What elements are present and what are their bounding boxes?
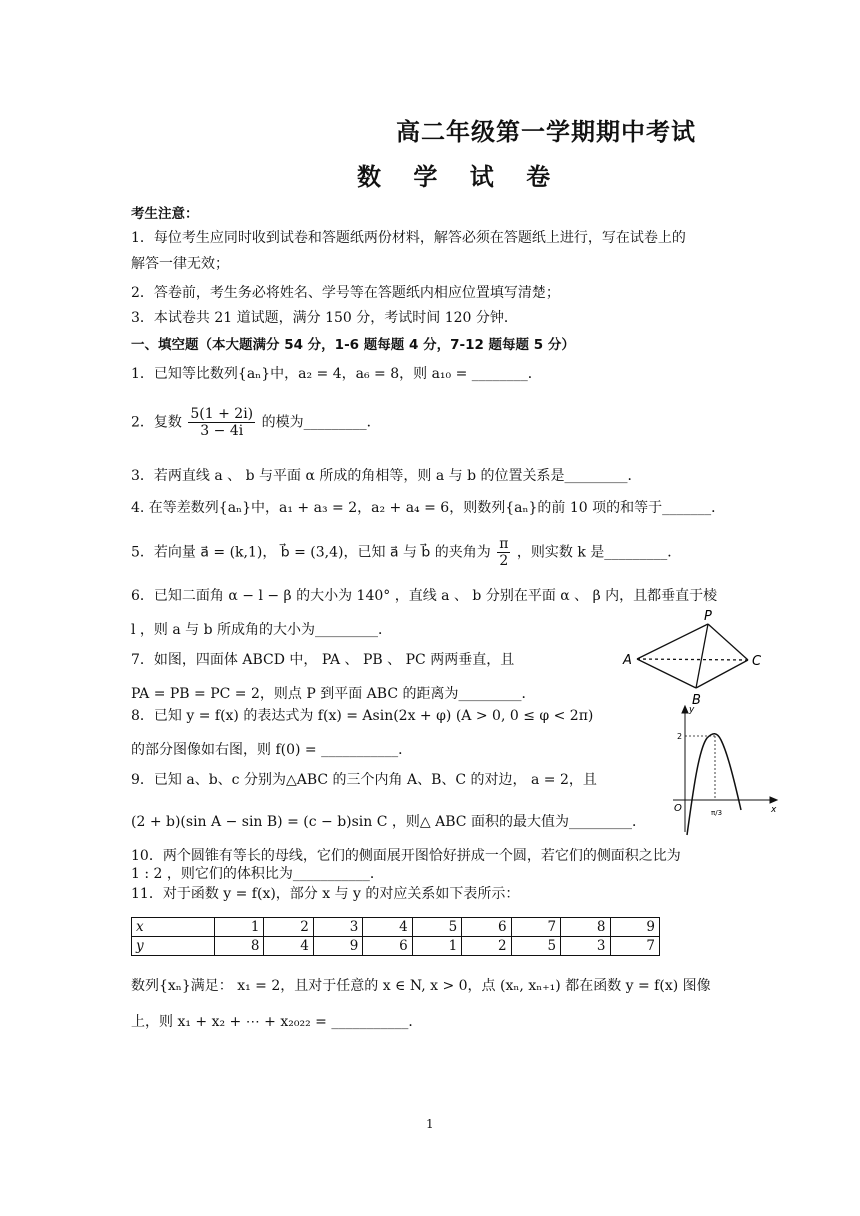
question-2 xyxy=(131,406,381,439)
table-cell: 6 xyxy=(462,918,511,937)
question-3: 3．若两直线 a 、 b 与平面 α 所成的角相等，则 a 与 b 的位置关系是_________． xyxy=(131,468,642,484)
y-axis-arrow xyxy=(682,706,688,713)
question-7: 7．如图，四面体 ABCD 中， PA 、 PB 、 PC 两两垂直，且 xyxy=(131,652,515,668)
table-cell: 7 xyxy=(511,918,560,937)
question-2-suffix: 的模为_________． xyxy=(261,414,381,431)
question-5-suffix: ，则实数 k 是_________． xyxy=(516,544,682,561)
table-cell: 4 xyxy=(363,918,412,937)
question-10: 10．两个圆锥有等长的母线，它们的侧面展开图恰好拼成一个圆，若它们的侧面积之比为 xyxy=(131,848,681,864)
table-row-y xyxy=(132,937,660,956)
notice-item-1: 1．每位考生应同时收到试卷和答题纸两份材料，解答必须在答题纸上进行，写在试卷上的 xyxy=(131,230,686,246)
label-x: x xyxy=(771,805,777,815)
question-8: 8．已知 y = f(x) 的表达式为 f(x) = Asin(2x + φ) (A > 0, 0 ≤ φ < 2π) xyxy=(131,708,594,724)
page-number: 1 xyxy=(426,1117,434,1131)
edge-AB xyxy=(637,659,696,688)
page-subtitle: 数 学 试 卷 xyxy=(357,163,563,191)
table-cell: 4 xyxy=(264,937,313,956)
table-cell: 9 xyxy=(313,937,362,956)
sine-curve xyxy=(687,734,741,835)
label-max-value: 2 xyxy=(677,732,683,741)
table-header-x: x xyxy=(132,918,215,937)
notice-item-2: 2．答卷前，考生务必将姓名、学号等在答题纸内相应位置填写清楚； xyxy=(131,285,560,301)
question-6: 6．已知二面角 α − l − β 的大小为 140° ，直线 a 、 b 分别在平面 α 、 β 内，且都垂直于棱 xyxy=(131,588,718,604)
question-7-cont: PA = PB = PC = 2，则点 P 到平面 ABC 的距离为_________． xyxy=(131,686,536,702)
x-axis-arrow xyxy=(770,797,777,803)
question-11-cont-2: 上，则 x₁ + x₂ + ⋯ + x₂₀₂₂ = ___________． xyxy=(131,1014,423,1030)
label-A: A xyxy=(623,653,632,668)
table-cell: 1 xyxy=(215,918,264,937)
table-cell: 5 xyxy=(412,918,461,937)
table-cell: 6 xyxy=(363,937,412,956)
table-cell: 9 xyxy=(610,918,660,937)
table-cell: 2 xyxy=(264,918,313,937)
question-4: 4. 在等差数列{aₙ}中，a₁ + a₃ = 2，a₂ + a₄ = 6，则数列{aₙ}的前 10 项的和等于_______． xyxy=(131,500,726,516)
edge-AC-hidden xyxy=(637,659,748,660)
question-5-prefix: 5．若向量 a⃗ = (k,1)， b⃗ = (3,4)，已知 a⃗ 与 b⃗ 的夹角为 xyxy=(131,544,491,561)
fraction-numerator: 5(1 + 2i) xyxy=(190,406,254,422)
edge-BC xyxy=(696,660,748,688)
label-P: P xyxy=(704,609,712,624)
question-2-prefix: 2．复数 xyxy=(131,414,182,431)
notice-heading: 考生注意： xyxy=(131,206,199,222)
question-2-fraction xyxy=(188,406,255,439)
question-6-cont: l ，则 a 与 b 所成角的大小为_________． xyxy=(131,622,393,638)
table-row-x xyxy=(132,918,660,937)
page-title: 高二年级第一学期期中考试 xyxy=(396,118,696,146)
table-cell: 2 xyxy=(462,937,511,956)
question-11: 11．对于函数 y = f(x)，部分 x 与 y 的对应关系如下表所示： xyxy=(131,886,520,902)
table-cell: 7 xyxy=(610,937,660,956)
question-11-cont: 数列{xₙ}满足： x₁ = 2，且对于任意的 x ∈ N, x > 0，点 (xₙ, xₙ₊₁) 都在函数 y = f(x) 图像 xyxy=(131,978,711,994)
section-heading: 一、填空题（本大题满分 54 分，1-6 题每题 4 分，7-12 题每题 5 分） xyxy=(131,337,575,353)
question-9-cont: (2 + b)(sin A − sin B) = (c − b)sin C ，则△ ABC 面积的最大值为_________． xyxy=(131,814,646,830)
question-8-cont: 的部分图像如右图，则 f(0) = ___________． xyxy=(131,742,413,758)
table-cell: 1 xyxy=(412,937,461,956)
edge-PC xyxy=(708,624,748,660)
edge-AP xyxy=(637,624,708,659)
value-table xyxy=(131,917,660,956)
fraction-denominator: 3 − 4i xyxy=(200,423,244,439)
label-y: y xyxy=(689,705,695,715)
question-5 xyxy=(131,536,681,569)
label-C: C xyxy=(752,654,762,669)
question-10-cont: 1 : 2 ，则它们的体积比为___________． xyxy=(131,866,384,882)
notice-item-1-cont: 解答一律无效； xyxy=(131,256,229,272)
table-cell: 5 xyxy=(511,937,560,956)
question-1: 1．已知等比数列{aₙ}中，a₂ = 4，a₆ = 8，则 a₁₀ = ________． xyxy=(131,366,542,382)
label-origin: O xyxy=(674,803,682,814)
table-cell: 3 xyxy=(561,937,610,956)
fraction-denominator: 2 xyxy=(499,553,509,569)
question-5-fraction xyxy=(497,536,510,569)
sine-graph-figure xyxy=(665,700,780,840)
notice-item-3: 3．本试卷共 21 道试题，满分 150 分，考试时间 120 分钟． xyxy=(131,310,518,326)
label-pi-over-3: π/3 xyxy=(711,809,723,817)
edge-PB xyxy=(696,624,708,688)
table-cell: 8 xyxy=(215,937,264,956)
table-cell: 3 xyxy=(313,918,362,937)
tetrahedron-figure xyxy=(615,608,775,712)
label-B: B xyxy=(692,693,701,708)
table-cell: 8 xyxy=(561,918,610,937)
fraction-numerator: π xyxy=(499,536,509,552)
table-header-y: y xyxy=(132,937,215,956)
question-9: 9．已知 a、b、c 分别为△ABC 的三个内角 A、B、C 的对边， a = 2，且 xyxy=(131,772,597,788)
